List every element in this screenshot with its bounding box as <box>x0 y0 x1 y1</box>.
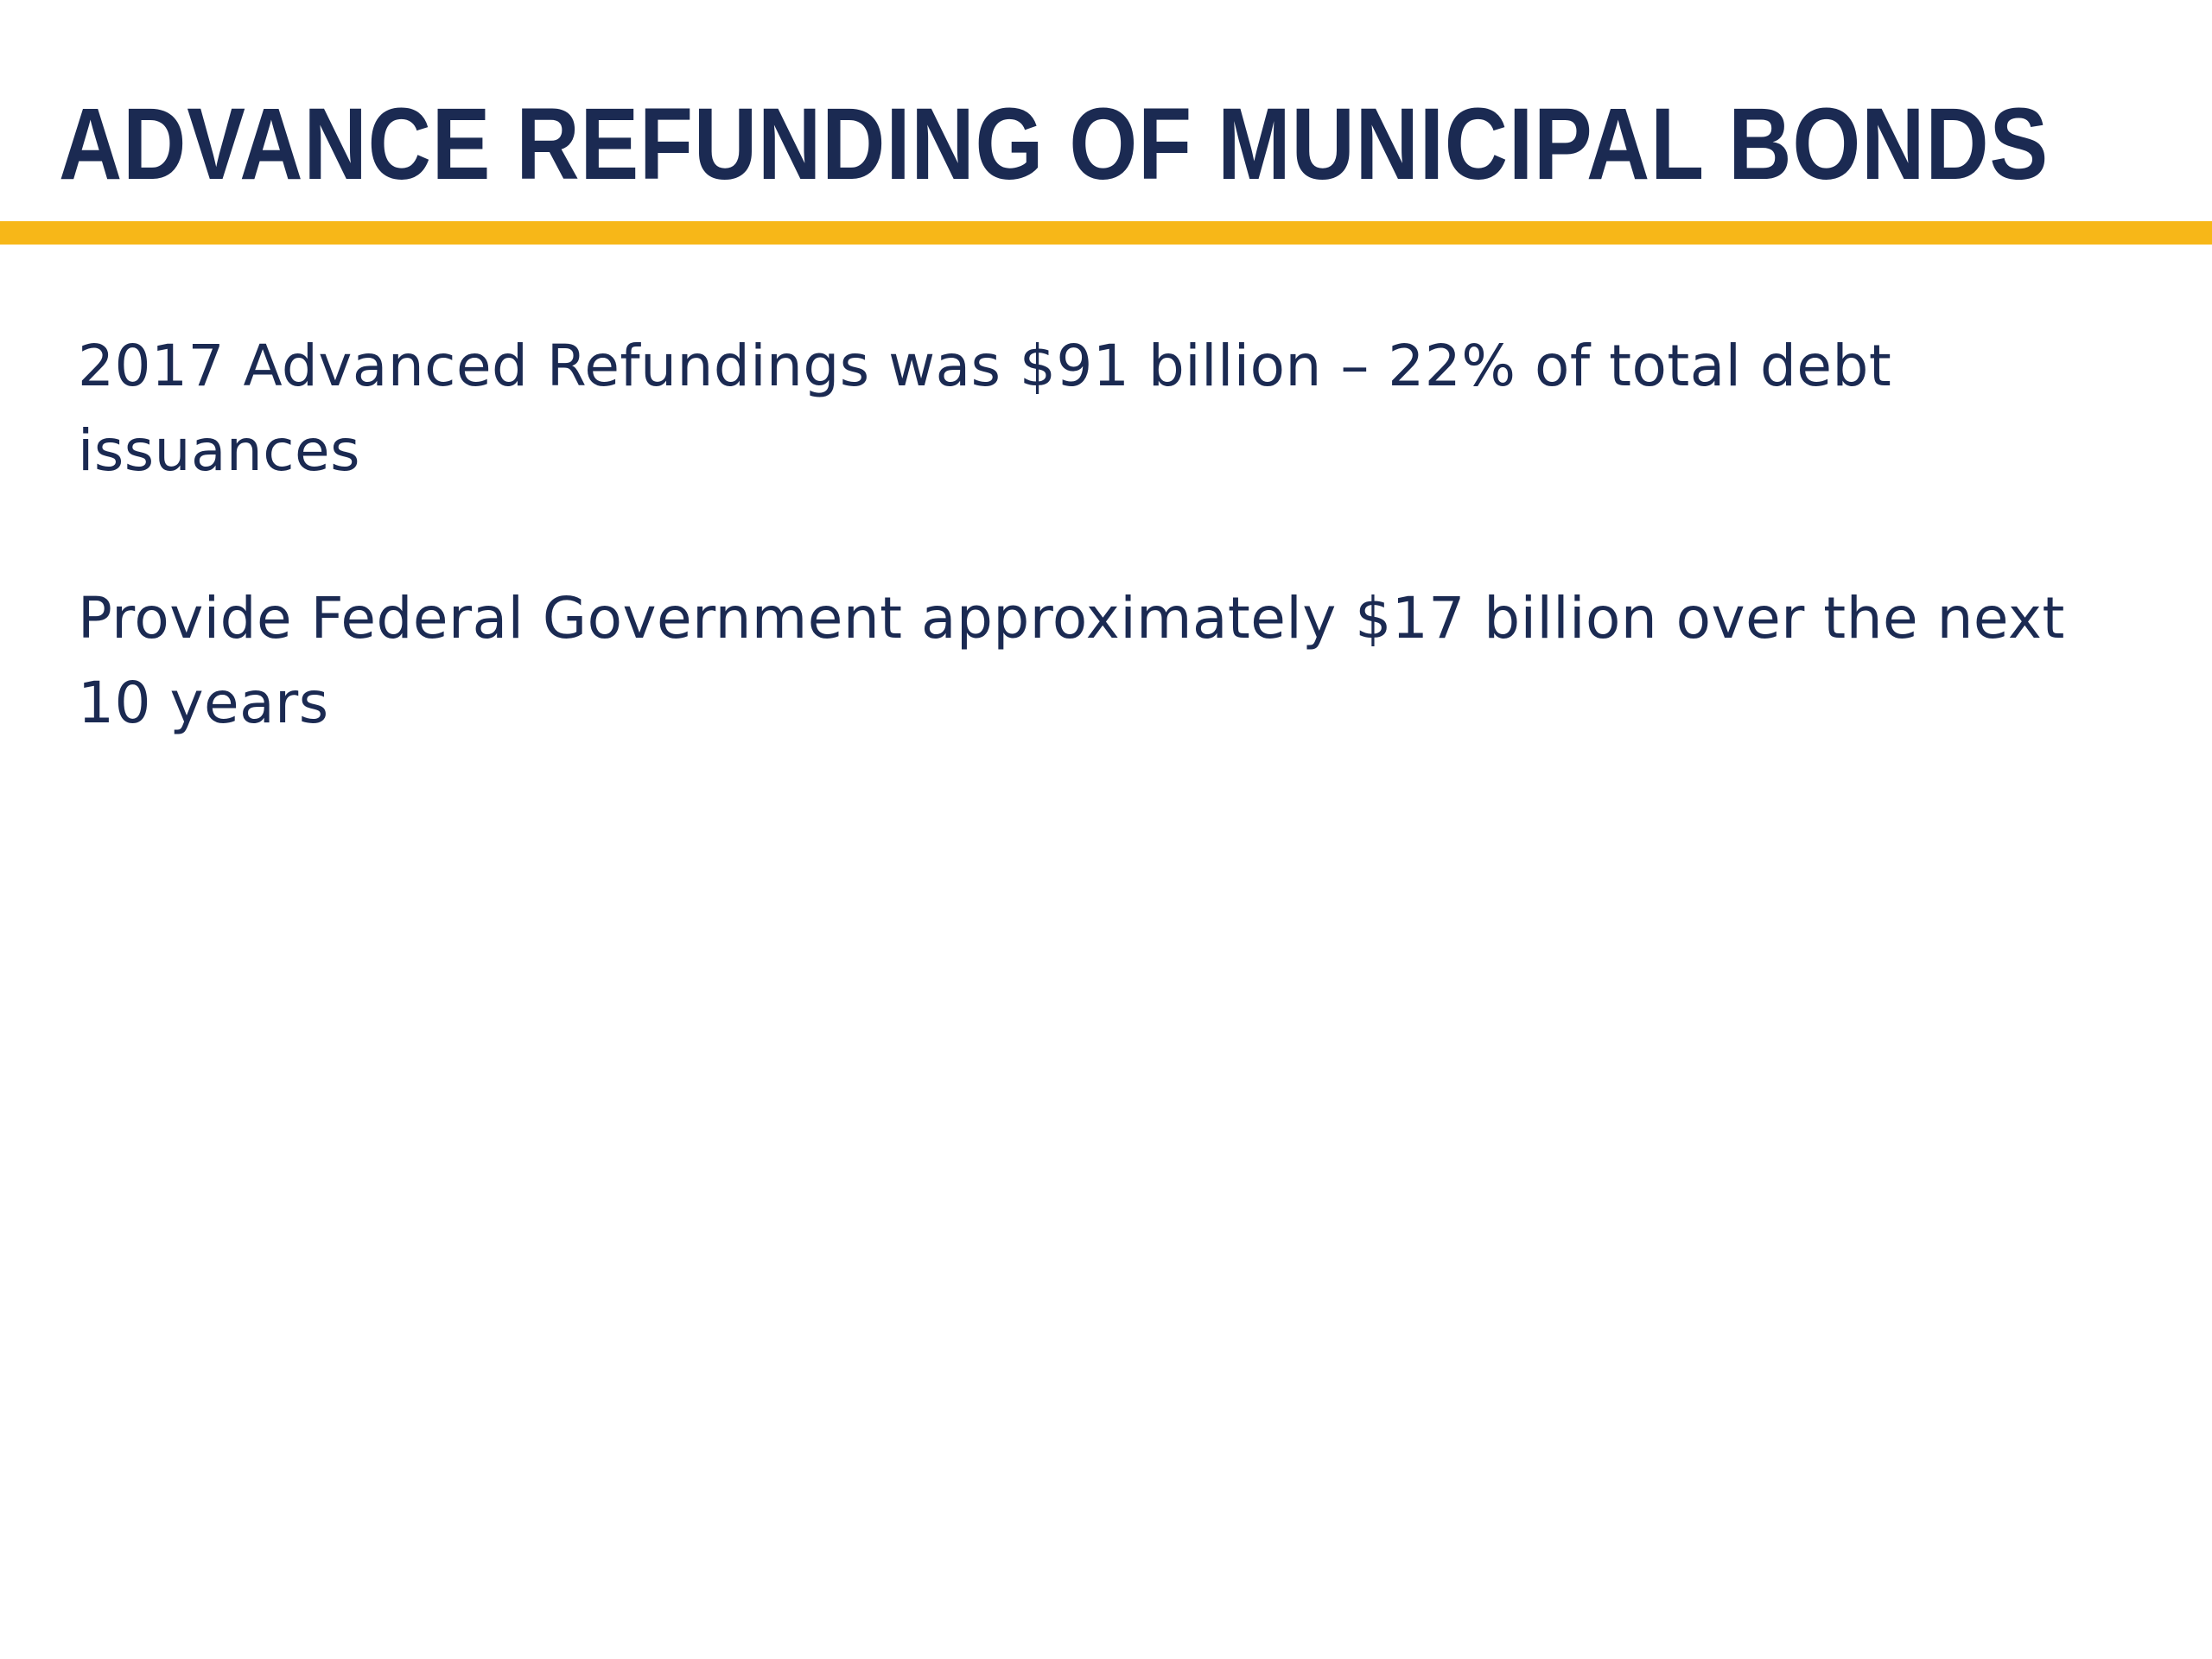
slide-body <box>78 324 2134 829</box>
bullet-federal-government <box>78 576 2134 746</box>
bullet-line: 10 years <box>78 670 329 736</box>
bullet-advance-refundings <box>78 324 2134 493</box>
title-underline-rule <box>0 221 2212 245</box>
bullet-line: issuances <box>78 417 360 484</box>
bullet-line: Provide Federal Government approximately $17 billion over the next <box>78 585 2065 652</box>
bullet-line: 2017 Advanced Refundings was $91 billion – 22% of total debt <box>78 333 1892 399</box>
slide-title: ADVANCE REFUNDING OF MUNICIPAL BONDS <box>59 87 2050 201</box>
